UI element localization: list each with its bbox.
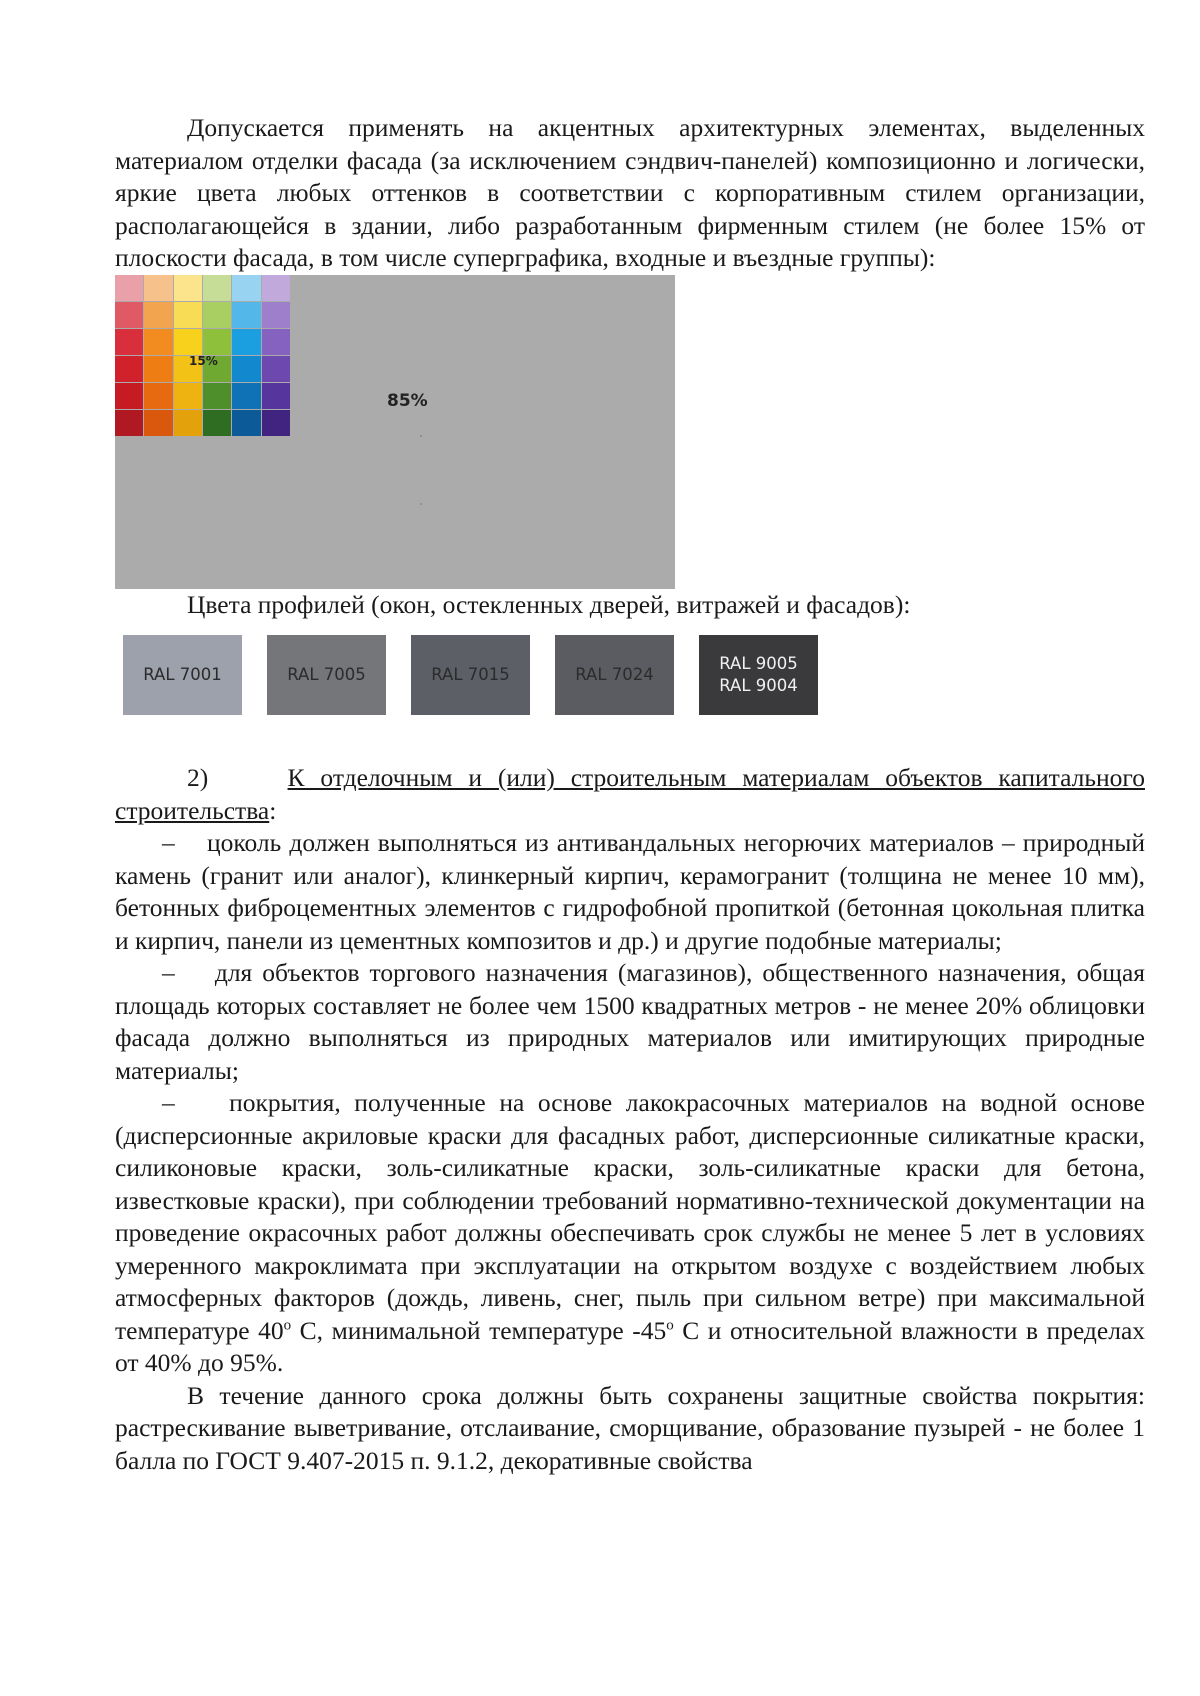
list-item-text: С и относительной влажности в пределах от 40% до 95%. (115, 1315, 1146, 1377)
palette-swatch (262, 275, 290, 301)
ral-swatch (267, 635, 386, 715)
ral-code-label: RAL 9005 (719, 654, 798, 673)
scan-speck (420, 503, 422, 505)
section-heading-text: К отделочным и (или) строительным материалам объектов капитального строительства (115, 763, 1145, 825)
document-page (115, 112, 1145, 1477)
palette-swatch (174, 302, 202, 328)
list-item-text: для объектов торгового назначения (магазинов), общественного назначения, общая площадь которых составляет не более чем 1500 квадратных метров - не менее 20% облицовки фасада должно выполняться из природных материалов или имитирующих природные материалы; (115, 958, 1145, 1085)
list-item (115, 957, 1145, 1087)
palette-swatch (232, 275, 260, 301)
palette-swatch (115, 356, 143, 382)
list-item (115, 827, 1145, 957)
palette-swatch (144, 383, 172, 409)
palette-swatch (262, 302, 290, 328)
section-number: 2) (187, 763, 209, 792)
ral-swatch (555, 635, 674, 715)
degree-mark: о (666, 1317, 674, 1333)
palette-swatch (174, 383, 202, 409)
palette-swatch (144, 329, 172, 355)
palette-swatch (115, 329, 143, 355)
palette-swatch (232, 356, 260, 382)
palette-swatch (115, 302, 143, 328)
ral-swatch-row (123, 635, 1145, 715)
ral-code-label: RAL 7005 (287, 665, 366, 684)
ral-code-label: RAL 7001 (143, 665, 222, 684)
section-2 (115, 762, 1145, 1477)
ral-code-label: RAL 9004 (719, 676, 798, 695)
palette-swatch (174, 410, 202, 436)
palette-swatch (144, 356, 172, 382)
palette-swatch (115, 383, 143, 409)
palette-swatch (174, 275, 202, 301)
palette-swatch (232, 383, 260, 409)
palette-swatch (262, 329, 290, 355)
palette-swatch (262, 410, 290, 436)
list-item-text: С, минимальной температуре -45 (291, 1315, 667, 1345)
facade-color-scheme (115, 275, 675, 589)
section-heading-suffix: : (269, 795, 277, 825)
ral-code-label: RAL 7024 (575, 665, 654, 684)
list-item-text: цоколь должен выполняться из антивандальных негорючих материалов – природный камень (гранит или аналог), клинкерный кирпич, керамогранит (толщина не менее 10 мм), бетонных фиброцементных элементов с гидрофобной пропиткой (бетонная цокольная плитка и кирпич, панели из цементных композитов и др.) и другие подобные материалы; (115, 828, 1145, 955)
palette-swatch (115, 410, 143, 436)
ral-swatch (411, 635, 530, 715)
palette-swatch (232, 410, 260, 436)
base-share-label: 85% (387, 390, 428, 411)
section-2-heading (115, 762, 1145, 827)
palette-swatch (203, 302, 231, 328)
palette-swatch (262, 356, 290, 382)
palette-swatch (115, 275, 143, 301)
list-item (115, 1087, 1145, 1380)
palette-swatch (203, 383, 231, 409)
intro-paragraph: Допускается применять на акцентных архитектурных элементах, выделенных материалом отделки фасада (за исключением сэндвич-панелей) композиционно и логически, яркие цвета любых оттенков в соответствии с корпоративным стилем организации, располагающейся в здании, либо разработанным фирменным стилем (не более 15% от плоскости фасада, в том числе суперграфика, входные и въездные группы): (115, 113, 1145, 272)
palette-swatch (203, 275, 231, 301)
ral-swatch (123, 635, 242, 715)
scan-speck (420, 435, 422, 437)
bullet-marker: – (162, 958, 175, 987)
bullet-marker: – (162, 828, 175, 857)
palette-swatch (232, 329, 260, 355)
accent-share-label: 15% (189, 353, 218, 368)
palette-swatch (203, 410, 231, 436)
palette-swatch (144, 275, 172, 301)
palette-swatch (144, 302, 172, 328)
list-item-text: покрытия, полученные на основе лакокрасочных материалов на водной основе (дисперсионные акриловые краски для фасадных работ, дисперсионные силикатные краски, силиконовые краски, золь-силикатные краски, золь-силикатные краски для бетона, известковые краски), при соблюдении требований нормативно-технической документации на проведение окрасочных работ должны обеспечивать срок службы не менее 5 лет в условиях умеренного макроклимата при эксплуатации на открытом воздухе с воздействием любых атмосферных факторов (дождь, ливень, снег, пыль при сильном ветре) при максимальной температуре 40 (115, 1088, 1145, 1345)
ral-swatch (699, 635, 818, 715)
bullet-marker: – (162, 1088, 175, 1117)
palette-swatch (144, 410, 172, 436)
palette-swatch (232, 302, 260, 328)
profile-colors-title: Цвета профилей (окон, остекленных дверей, витражей и фасадов): (187, 589, 911, 619)
closing-paragraph: В течение данного срока должны быть сохранены защитные свойства покрытия: растрескивание выветривание, отслаивание, сморщивание, образование пузырей - не более 1 балла по ГОСТ 9.407-2015 п. 9.1.2, декоративные свойства (115, 1380, 1145, 1475)
degree-mark: о (283, 1317, 292, 1333)
palette-swatch (262, 383, 290, 409)
ral-code-label: RAL 7015 (431, 665, 510, 684)
